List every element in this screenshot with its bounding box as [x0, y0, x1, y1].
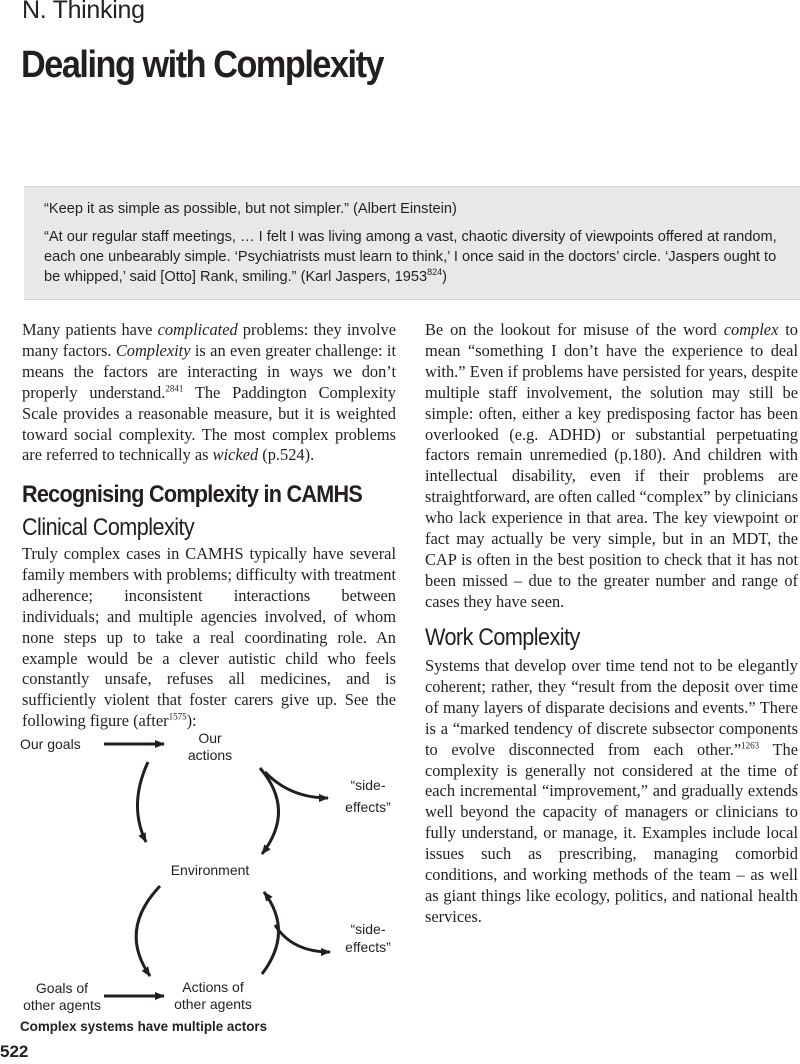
complexity-diagram: [0, 720, 420, 1020]
label-side-effects-2-line1: “side-: [350, 921, 386, 937]
work-text-2: The complexity is generally not considered at the time of each incremental “improvement,” and gradually extends well beyond the capacity of managers or clinicians to fully understand, or manage, it. Examples include local issues such as prescribing, managing comorbid conditions, and working methods of the team – as well as giant things like ecology, politics, and national health services.: [425, 739, 798, 926]
page-title: Dealing with Complexity: [21, 44, 384, 86]
heading-recognising-complexity: Recognising Complexity in CAMHS: [22, 481, 363, 508]
intro-text-3: is an even greater challenge: it means the factors are interacting in ways we don’t properly understand.: [22, 340, 396, 402]
reference-1575: 1575: [168, 711, 187, 722]
epigraph-einstein: “Keep it as simple as possible, but not simpler.” (Albert Einstein): [44, 201, 457, 217]
misuse-text-1: Be on the lookout for misuse of the word: [425, 320, 724, 339]
arrow-side-effects-2: [275, 925, 330, 952]
misuse-text-2: to mean “something I don’t have the experience to deal with.” Even if problems have persisted for years, despite multiple staff involvement, the solution may still be simple: often, either a key predisposing factor has been overlooked (e.g. ADHD) or substantial perpetuating factors remain unremedied (p.180). And children with intellectual disability, even if their problems are straightforward, are often called “complex” by clinicians who lack experience in that area. The key viewpoint or fact may actually be very simple, but in an MDT, the CAP is often in the best position to check that it has not been missed – due to the greater number and range of cases they have seen.: [425, 320, 798, 611]
intro-em-complicated: complicated: [157, 320, 238, 339]
misuse-paragraph: [425, 320, 798, 613]
epigraph-box: [24, 186, 800, 300]
label-our-goals: Our goals: [20, 736, 81, 752]
intro-paragraph: [22, 320, 396, 466]
intro-text-1: Many patients have: [22, 320, 158, 339]
label-actions-other-line1: Actions of: [182, 979, 244, 995]
intro-text-5: (p.524).: [258, 445, 315, 465]
section-label: N. Thinking: [22, 0, 145, 24]
figure-caption: Complex systems have multiple actors: [20, 1019, 268, 1034]
label-actions-other-line2: other agents: [174, 996, 252, 1012]
clinical-text-1: Truly complex cases in CAMHS typically have several family members with problems; difficulty with treatment adherence; inconsistent interactions between individuals; and multiple agencies involved, of whom none steps up to take a real coordinating role. An example would be a clever autistic child who feels constantly unsafe, refuses all medicines, and is sufficiently violent that foster carers give up. See the following figure (after: [22, 544, 396, 731]
heading-clinical-complexity: Clinical Complexity: [22, 514, 195, 541]
intro-text-2: problems: they involve many factors.: [22, 320, 396, 360]
reference-2841: 2841: [165, 383, 184, 394]
label-our-actions-line1: Our: [198, 730, 222, 746]
clinical-text-2: ):: [186, 711, 197, 731]
label-our-actions-line2: actions: [187, 747, 233, 763]
work-paragraph: [425, 656, 798, 928]
label-environment: Environment: [170, 862, 250, 878]
label-goals-other-line1: Goals of: [35, 980, 89, 996]
reference-824: 824: [427, 267, 443, 278]
clinical-paragraph: [22, 544, 396, 732]
epigraph-jaspers-text: “At our regular staff meetings, … I felt I was living among a vast, chaotic diversity of viewpoints offered at random, each one unbearably simple. ‘Psychiatrists must learn to think,’ I once said in the doctors’ circle. ‘Jaspers ought to be whipped,’ said [Otto] Rank, smiling.” (Karl Jaspers, 1953: [44, 229, 777, 285]
reference-1263: 1263: [741, 740, 760, 751]
arrow-other-actions-to-env: [262, 892, 279, 974]
work-text-1: Systems that develop over time tend not to be elegantly coherent; rather, they “result from the deposit over time of many layers of disparate decisions and events.” There is a “marked tendency of discrete subsector components to evolve disconnected from each other.”: [425, 656, 798, 759]
label-side-effects-1-line2: effects”: [345, 799, 391, 815]
heading-work-complexity: Work Complexity: [425, 624, 580, 651]
arrow-env-to-goals: [137, 762, 148, 842]
label-goals-other-line2: other agents: [23, 997, 101, 1013]
intro-em-complexity: Complexity: [115, 340, 191, 360]
epigraph-jaspers: [44, 227, 784, 287]
page-number: 522: [0, 1042, 29, 1061]
misuse-em-complex: complex: [723, 320, 779, 339]
label-side-effects-1-line1: “side-: [350, 777, 386, 793]
arrow-env-to-other-goals: [136, 886, 160, 976]
intro-text-4: The Paddington Complexity Scale provides a reasonable measure, but it is weighted toward social complexity. The most complex problems are referred to technically as: [22, 382, 396, 465]
label-side-effects-2-line2: effects”: [345, 939, 391, 955]
epigraph-jaspers-close: ): [442, 269, 448, 285]
intro-em-wicked: wicked: [212, 445, 259, 465]
